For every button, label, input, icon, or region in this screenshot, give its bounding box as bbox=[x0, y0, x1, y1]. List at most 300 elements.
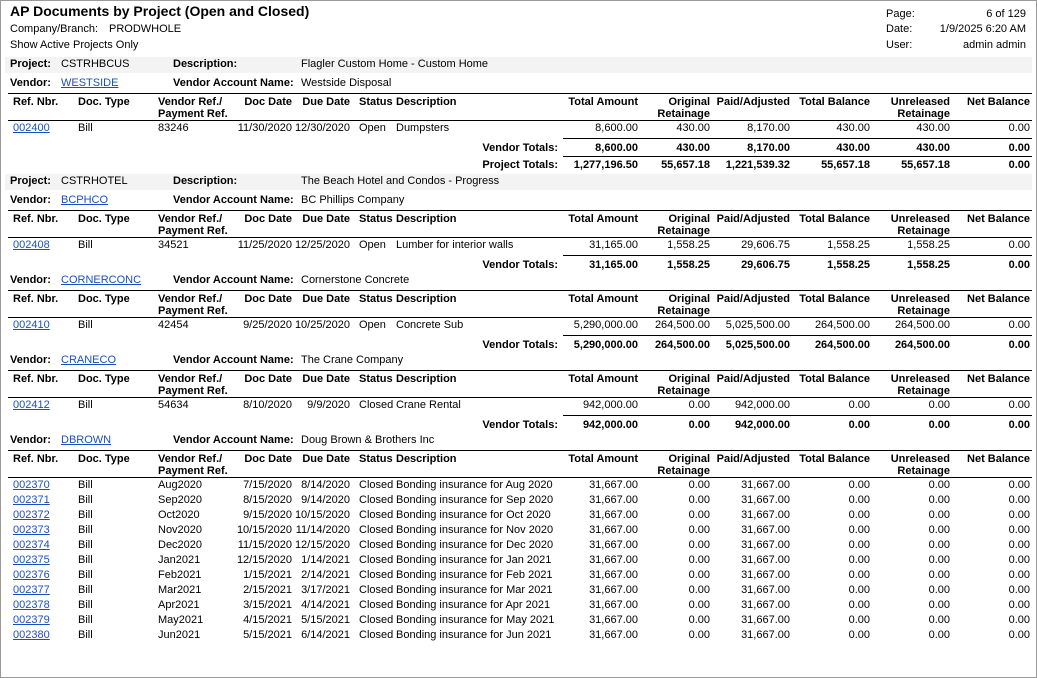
doc-date: 8/10/2020 bbox=[243, 399, 292, 411]
due-date: 4/14/2021 bbox=[301, 599, 350, 611]
doc-status: Closed bbox=[359, 539, 394, 551]
doc-date: 1/15/2021 bbox=[243, 569, 292, 581]
col-header-original: Original bbox=[668, 96, 710, 108]
original-retainage: 1,558.25 bbox=[667, 239, 710, 251]
unreleased-retainage: 0.00 bbox=[928, 629, 950, 641]
doc-status: Closed bbox=[359, 399, 394, 411]
doc-status: Closed bbox=[359, 629, 394, 641]
doc-description: Crane Rental bbox=[396, 399, 461, 411]
net-balance: 0.00 bbox=[1008, 239, 1030, 251]
total-amount: 31,667.00 bbox=[589, 479, 638, 491]
total-amount: 31,667.00 bbox=[589, 539, 638, 551]
paid-adjusted: 5,025,500.00 bbox=[725, 319, 790, 331]
vendor-ref: Aug2020 bbox=[158, 479, 203, 491]
doc-status: Closed bbox=[359, 614, 394, 626]
col-header-doc-type: Doc. Type bbox=[78, 373, 130, 385]
doc-date: 12/15/2020 bbox=[236, 554, 292, 566]
net-balance: 0.00 bbox=[1008, 524, 1030, 536]
paid-adjusted: 31,667.00 bbox=[741, 614, 790, 626]
vendor-total-total-amount: 8,600.00 bbox=[595, 142, 638, 154]
col-header-total-amount: Total Amount bbox=[568, 213, 638, 225]
doc-date: 7/15/2020 bbox=[243, 479, 292, 491]
vendor-total-total-amount: 31,165.00 bbox=[589, 259, 638, 271]
vendor-account-name-label: Vendor Account Name: bbox=[173, 354, 294, 366]
project-total-net-balance: 0.00 bbox=[1008, 159, 1030, 171]
vendor-ref: Feb2021 bbox=[158, 569, 202, 581]
total-balance: 0.00 bbox=[848, 614, 870, 626]
col-header-due-date: Due Date bbox=[302, 453, 350, 465]
net-balance: 0.00 bbox=[1008, 494, 1030, 506]
vendor-total-original-retainage: 1,558.25 bbox=[667, 259, 710, 271]
total-balance: 0.00 bbox=[848, 494, 870, 506]
col-header-status: Status bbox=[359, 373, 393, 385]
project-total-original-retainage: 55,657.18 bbox=[661, 159, 710, 171]
vendor-divider bbox=[8, 93, 1032, 94]
original-retainage: 0.00 bbox=[688, 614, 710, 626]
net-balance: 0.00 bbox=[1008, 629, 1030, 641]
paid-adjusted: 31,667.00 bbox=[741, 599, 790, 611]
total-amount: 31,165.00 bbox=[589, 239, 638, 251]
doc-ref-link[interactable]: 002371 bbox=[13, 494, 50, 506]
col-header-vendor-ref: Vendor Ref./ bbox=[158, 373, 223, 385]
vendor-id-link[interactable]: CRANECO bbox=[61, 354, 117, 366]
project-description: Flagler Custom Home - Custom Home bbox=[301, 58, 489, 70]
total-amount: 31,667.00 bbox=[589, 584, 638, 596]
total-amount: 942,000.00 bbox=[582, 399, 638, 411]
col-header-original-retainage: Retainage bbox=[657, 225, 710, 237]
project-total-total-amount: 1,277,196.50 bbox=[573, 159, 638, 171]
doc-status: Closed bbox=[359, 509, 394, 521]
doc-description: Bonding insurance for Sep 2020 bbox=[396, 494, 554, 506]
col-header-total-amount: Total Amount bbox=[568, 453, 638, 465]
vendor-divider bbox=[8, 450, 1032, 451]
col-header-total-balance: Total Balance bbox=[799, 96, 870, 108]
net-balance: 0.00 bbox=[1008, 599, 1030, 611]
doc-description: Concrete Sub bbox=[396, 319, 464, 331]
vendor-label: Vendor: bbox=[10, 434, 51, 446]
due-date: 2/14/2021 bbox=[301, 569, 350, 581]
doc-ref-link[interactable]: 002412 bbox=[13, 399, 50, 411]
vendor-total-paid-adjusted: 5,025,500.00 bbox=[725, 339, 790, 351]
col-header-original-retainage: Retainage bbox=[657, 385, 710, 397]
paid-adjusted: 31,667.00 bbox=[741, 524, 790, 536]
doc-status: Open bbox=[359, 122, 386, 134]
user-label: User: bbox=[886, 39, 913, 51]
col-header-doc-date: Doc Date bbox=[244, 213, 292, 225]
doc-status: Open bbox=[359, 239, 386, 251]
project-total-total-balance: 55,657.18 bbox=[821, 159, 870, 171]
date-value: 1/9/2025 6:20 AM bbox=[939, 23, 1026, 35]
due-date: 5/15/2021 bbox=[301, 614, 350, 626]
paid-adjusted: 8,170.00 bbox=[747, 122, 790, 134]
col-header-net-balance: Net Balance bbox=[967, 213, 1030, 225]
vendor-ref: Apr2021 bbox=[158, 599, 200, 611]
vendor-total-unreleased-retainage: 264,500.00 bbox=[894, 339, 950, 351]
page-value: 6 of 129 bbox=[986, 8, 1026, 20]
project-header-band bbox=[5, 57, 1032, 73]
total-balance: 0.00 bbox=[848, 569, 870, 581]
project-header-band bbox=[5, 174, 1032, 190]
vendor-total-paid-adjusted: 29,606.75 bbox=[741, 259, 790, 271]
col-header-unreleased-retainage: Retainage bbox=[897, 465, 950, 477]
doc-status: Closed bbox=[359, 599, 394, 611]
vendor-ref: 34521 bbox=[158, 239, 189, 251]
col-header-net-balance: Net Balance bbox=[967, 293, 1030, 305]
due-date: 12/15/2020 bbox=[294, 539, 350, 551]
doc-type: Bill bbox=[78, 399, 93, 411]
doc-type: Bill bbox=[78, 629, 93, 641]
total-balance: 0.00 bbox=[848, 479, 870, 491]
net-balance: 0.00 bbox=[1008, 539, 1030, 551]
col-header-unreleased: Unreleased bbox=[890, 373, 950, 385]
col-header-due-date: Due Date bbox=[302, 373, 350, 385]
unreleased-retainage: 0.00 bbox=[928, 614, 950, 626]
col-header-ref-nbr: Ref. Nbr. bbox=[13, 293, 59, 305]
col-header-payment-ref: Payment Ref. bbox=[158, 385, 228, 397]
col-header-total-amount: Total Amount bbox=[568, 373, 638, 385]
col-header-unreleased: Unreleased bbox=[890, 96, 950, 108]
net-balance: 0.00 bbox=[1008, 319, 1030, 331]
vendor-divider bbox=[8, 210, 1032, 211]
vendor-total-unreleased-retainage: 430.00 bbox=[916, 142, 950, 154]
vendor-total-original-retainage: 264,500.00 bbox=[654, 339, 710, 351]
vendor-ref: 54634 bbox=[158, 399, 189, 411]
vendor-totals-label: Vendor Totals: bbox=[482, 259, 558, 271]
original-retainage: 0.00 bbox=[688, 629, 710, 641]
vendor-account-name-label: Vendor Account Name: bbox=[173, 434, 294, 446]
totals-divider bbox=[563, 415, 1032, 416]
due-date: 12/30/2020 bbox=[294, 122, 350, 134]
doc-description: Dumpsters bbox=[396, 122, 450, 134]
doc-type: Bill bbox=[78, 122, 93, 134]
net-balance: 0.00 bbox=[1008, 569, 1030, 581]
unreleased-retainage: 0.00 bbox=[928, 554, 950, 566]
unreleased-retainage: 0.00 bbox=[928, 539, 950, 551]
doc-type: Bill bbox=[78, 569, 93, 581]
doc-date: 8/15/2020 bbox=[243, 494, 292, 506]
col-header-paid-adjusted: Paid/Adjusted bbox=[716, 453, 790, 465]
col-header-total-balance: Total Balance bbox=[799, 453, 870, 465]
vendor-label: Vendor: bbox=[10, 274, 51, 286]
doc-ref-link[interactable]: 002379 bbox=[13, 614, 50, 626]
due-date: 9/14/2020 bbox=[301, 494, 350, 506]
doc-ref-link[interactable]: 002370 bbox=[13, 479, 50, 491]
vendor-id-link[interactable]: CORNERCONC bbox=[61, 274, 142, 286]
vendor-total-unreleased-retainage: 0.00 bbox=[928, 419, 950, 431]
col-header-paid-adjusted: Paid/Adjusted bbox=[716, 96, 790, 108]
page-label: Page: bbox=[886, 8, 915, 20]
doc-type: Bill bbox=[78, 524, 93, 536]
total-balance: 0.00 bbox=[848, 584, 870, 596]
total-balance: 0.00 bbox=[848, 539, 870, 551]
original-retainage: 264,500.00 bbox=[654, 319, 710, 331]
project-label: Project: bbox=[10, 175, 51, 187]
unreleased-retainage: 0.00 bbox=[928, 494, 950, 506]
original-retainage: 0.00 bbox=[688, 524, 710, 536]
col-header-status: Status bbox=[359, 96, 393, 108]
vendor-id-link[interactable]: BCPHCO bbox=[61, 194, 109, 206]
net-balance: 0.00 bbox=[1008, 584, 1030, 596]
vendor-ref: 83246 bbox=[158, 122, 189, 134]
col-header-unreleased-retainage: Retainage bbox=[897, 108, 950, 120]
unreleased-retainage: 1,558.25 bbox=[907, 239, 950, 251]
project-label: Project: bbox=[10, 58, 51, 70]
total-balance: 0.00 bbox=[848, 554, 870, 566]
paid-adjusted: 31,667.00 bbox=[741, 479, 790, 491]
vendor-total-total-amount: 5,290,000.00 bbox=[573, 339, 638, 351]
col-header-doc-type: Doc. Type bbox=[78, 96, 130, 108]
doc-ref-link[interactable]: 002378 bbox=[13, 599, 50, 611]
col-header-total-amount: Total Amount bbox=[568, 293, 638, 305]
paid-adjusted: 31,667.00 bbox=[741, 554, 790, 566]
paid-adjusted: 31,667.00 bbox=[741, 494, 790, 506]
vendor-ref: May2021 bbox=[158, 614, 204, 626]
doc-date: 10/15/2020 bbox=[236, 524, 292, 536]
total-balance: 0.00 bbox=[848, 509, 870, 521]
unreleased-retainage: 264,500.00 bbox=[894, 319, 950, 331]
paid-adjusted: 942,000.00 bbox=[734, 399, 790, 411]
unreleased-retainage: 0.00 bbox=[928, 569, 950, 581]
col-header-payment-ref: Payment Ref. bbox=[158, 465, 228, 477]
doc-date: 11/30/2020 bbox=[237, 122, 292, 134]
doc-status: Closed bbox=[359, 524, 394, 536]
col-header-due-date: Due Date bbox=[302, 96, 350, 108]
project-totals-label: Project Totals: bbox=[482, 159, 558, 171]
doc-ref-link[interactable]: 002410 bbox=[13, 319, 50, 331]
col-header-original-retainage: Retainage bbox=[657, 305, 710, 317]
due-date: 12/25/2020 bbox=[294, 239, 350, 251]
col-header-net-balance: Net Balance bbox=[967, 96, 1030, 108]
net-balance: 0.00 bbox=[1008, 554, 1030, 566]
project-total-unreleased-retainage: 55,657.18 bbox=[901, 159, 950, 171]
col-header-ref-nbr: Ref. Nbr. bbox=[13, 213, 59, 225]
vendor-total-paid-adjusted: 8,170.00 bbox=[747, 142, 790, 154]
doc-ref-link[interactable]: 002408 bbox=[13, 239, 50, 251]
col-header-original: Original bbox=[668, 373, 710, 385]
col-header-net-balance: Net Balance bbox=[967, 453, 1030, 465]
doc-description: Bonding insurance for Dec 2020 bbox=[396, 539, 554, 551]
col-header-unreleased: Unreleased bbox=[890, 213, 950, 225]
vendor-label: Vendor: bbox=[10, 77, 51, 89]
col-header-payment-ref: Payment Ref. bbox=[158, 108, 228, 120]
vendor-ref: Nov2020 bbox=[158, 524, 203, 536]
vendor-account-name-label: Vendor Account Name: bbox=[173, 77, 294, 89]
doc-ref-link[interactable]: 002372 bbox=[13, 509, 50, 521]
doc-description: Lumber for interior walls bbox=[396, 239, 514, 251]
total-balance: 264,500.00 bbox=[814, 319, 870, 331]
original-retainage: 0.00 bbox=[688, 509, 710, 521]
user-value: admin admin bbox=[963, 39, 1026, 51]
original-retainage: 0.00 bbox=[688, 554, 710, 566]
paid-adjusted: 31,667.00 bbox=[741, 539, 790, 551]
paid-adjusted: 29,606.75 bbox=[741, 239, 790, 251]
project-description-label: Description: bbox=[173, 175, 238, 187]
due-date: 11/14/2020 bbox=[295, 524, 350, 536]
net-balance: 0.00 bbox=[1008, 399, 1030, 411]
total-amount: 31,667.00 bbox=[589, 629, 638, 641]
col-header-status: Status bbox=[359, 293, 393, 305]
doc-ref-link[interactable]: 002374 bbox=[13, 539, 50, 551]
original-retainage: 0.00 bbox=[688, 494, 710, 506]
due-date: 8/14/2020 bbox=[301, 479, 350, 491]
unreleased-retainage: 0.00 bbox=[928, 479, 950, 491]
vendor-account-name-label: Vendor Account Name: bbox=[173, 274, 294, 286]
net-balance: 0.00 bbox=[1008, 479, 1030, 491]
original-retainage: 0.00 bbox=[688, 399, 710, 411]
col-header-doc-type: Doc. Type bbox=[78, 453, 130, 465]
col-header-doc-date: Doc Date bbox=[244, 453, 292, 465]
col-header-original: Original bbox=[668, 213, 710, 225]
vendor-total-net-balance: 0.00 bbox=[1008, 339, 1030, 351]
doc-type: Bill bbox=[78, 599, 93, 611]
column-header-divider bbox=[8, 477, 1032, 478]
col-header-original-retainage: Retainage bbox=[657, 465, 710, 477]
totals-divider bbox=[563, 138, 1032, 139]
vendor-ref: Jun2021 bbox=[158, 629, 201, 641]
total-balance: 0.00 bbox=[848, 599, 870, 611]
vendor-total-total-balance: 264,500.00 bbox=[814, 339, 870, 351]
doc-type: Bill bbox=[78, 614, 93, 626]
vendor-id-link[interactable]: DBROWN bbox=[61, 434, 112, 446]
col-header-paid-adjusted: Paid/Adjusted bbox=[716, 213, 790, 225]
original-retainage: 0.00 bbox=[688, 479, 710, 491]
col-header-vendor-ref: Vendor Ref./ bbox=[158, 213, 223, 225]
vendor-total-total-balance: 1,558.25 bbox=[827, 259, 870, 271]
col-header-ref-nbr: Ref. Nbr. bbox=[13, 373, 59, 385]
total-balance: 430.00 bbox=[836, 122, 870, 134]
doc-type: Bill bbox=[78, 479, 93, 491]
doc-date: 2/15/2021 bbox=[243, 584, 292, 596]
col-header-doc-type: Doc. Type bbox=[78, 293, 130, 305]
project-description: The Beach Hotel and Condos - Progress bbox=[301, 175, 500, 187]
vendor-account-name: Cornerstone Concrete bbox=[301, 274, 410, 286]
report-title: AP Documents by Project (Open and Closed) bbox=[10, 3, 310, 19]
vendor-total-original-retainage: 430.00 bbox=[676, 142, 710, 154]
due-date: 6/14/2021 bbox=[301, 629, 350, 641]
doc-status: Closed bbox=[359, 569, 394, 581]
doc-description: Bonding insurance for Apr 2021 bbox=[396, 599, 551, 611]
total-amount: 31,667.00 bbox=[589, 509, 638, 521]
doc-type: Bill bbox=[78, 319, 93, 331]
unreleased-retainage: 0.00 bbox=[928, 524, 950, 536]
paid-adjusted: 31,667.00 bbox=[741, 509, 790, 521]
col-header-doc-type: Doc. Type bbox=[78, 213, 130, 225]
col-header-original: Original bbox=[668, 293, 710, 305]
vendor-divider bbox=[8, 370, 1032, 371]
original-retainage: 0.00 bbox=[688, 584, 710, 596]
vendor-divider bbox=[8, 290, 1032, 291]
total-amount: 8,600.00 bbox=[595, 122, 638, 134]
paid-adjusted: 31,667.00 bbox=[741, 584, 790, 596]
vendor-total-unreleased-retainage: 1,558.25 bbox=[907, 259, 950, 271]
net-balance: 0.00 bbox=[1008, 614, 1030, 626]
project-id: CSTRHOTEL bbox=[61, 175, 128, 187]
col-header-description: Description bbox=[396, 293, 457, 305]
col-header-original-retainage: Retainage bbox=[657, 108, 710, 120]
col-header-total-balance: Total Balance bbox=[799, 373, 870, 385]
unreleased-retainage: 430.00 bbox=[916, 122, 950, 134]
total-balance: 0.00 bbox=[848, 399, 870, 411]
doc-date: 5/15/2021 bbox=[243, 629, 292, 641]
doc-ref-link[interactable]: 002380 bbox=[13, 629, 50, 641]
vendor-account-name: Doug Brown & Brothers Inc bbox=[301, 434, 435, 446]
doc-ref-link[interactable]: 002373 bbox=[13, 524, 50, 536]
vendor-id-link[interactable]: WESTSIDE bbox=[61, 77, 119, 89]
vendor-totals-label: Vendor Totals: bbox=[482, 339, 558, 351]
doc-ref-link[interactable]: 002400 bbox=[13, 122, 50, 134]
company-value: PRODWHOLE bbox=[109, 23, 182, 35]
col-header-description: Description bbox=[396, 213, 457, 225]
total-balance: 0.00 bbox=[848, 524, 870, 536]
col-header-payment-ref: Payment Ref. bbox=[158, 225, 228, 237]
col-header-payment-ref: Payment Ref. bbox=[158, 305, 228, 317]
vendor-label: Vendor: bbox=[10, 194, 51, 206]
col-header-total-amount: Total Amount bbox=[568, 96, 638, 108]
doc-ref-link[interactable]: 002377 bbox=[13, 584, 50, 596]
doc-status: Closed bbox=[359, 479, 394, 491]
vendor-total-net-balance: 0.00 bbox=[1008, 259, 1030, 271]
col-header-unreleased-retainage: Retainage bbox=[897, 305, 950, 317]
total-balance: 1,558.25 bbox=[827, 239, 870, 251]
doc-description: Bonding insurance for Mar 2021 bbox=[396, 584, 553, 596]
col-header-due-date: Due Date bbox=[302, 293, 350, 305]
net-balance: 0.00 bbox=[1008, 509, 1030, 521]
vendor-account-name-label: Vendor Account Name: bbox=[173, 194, 294, 206]
doc-date: 4/15/2021 bbox=[243, 614, 292, 626]
filter-text: Show Active Projects Only bbox=[10, 39, 139, 51]
doc-status: Open bbox=[359, 319, 386, 331]
due-date: 3/17/2021 bbox=[301, 584, 350, 596]
doc-date: 3/15/2021 bbox=[243, 599, 292, 611]
original-retainage: 0.00 bbox=[688, 569, 710, 581]
col-header-original: Original bbox=[668, 453, 710, 465]
vendor-totals-label: Vendor Totals: bbox=[482, 419, 558, 431]
vendor-ref: Jan2021 bbox=[158, 554, 201, 566]
vendor-ref: Sep2020 bbox=[158, 494, 203, 506]
total-amount: 31,667.00 bbox=[589, 599, 638, 611]
col-header-doc-date: Doc Date bbox=[244, 293, 292, 305]
col-header-unreleased-retainage: Retainage bbox=[897, 225, 950, 237]
total-amount: 31,667.00 bbox=[589, 554, 638, 566]
project-total-paid-adjusted: 1,221,539.32 bbox=[725, 159, 790, 171]
col-header-due-date: Due Date bbox=[302, 213, 350, 225]
col-header-paid-adjusted: Paid/Adjusted bbox=[716, 373, 790, 385]
total-amount: 31,667.00 bbox=[589, 569, 638, 581]
column-header-divider bbox=[8, 397, 1032, 398]
col-header-ref-nbr: Ref. Nbr. bbox=[13, 96, 59, 108]
doc-date: 9/15/2020 bbox=[243, 509, 292, 521]
vendor-ref: 42454 bbox=[158, 319, 189, 331]
vendor-total-total-balance: 430.00 bbox=[836, 142, 870, 154]
due-date: 9/9/2020 bbox=[307, 399, 350, 411]
doc-ref-link[interactable]: 002375 bbox=[13, 554, 50, 566]
unreleased-retainage: 0.00 bbox=[928, 599, 950, 611]
col-header-ref-nbr: Ref. Nbr. bbox=[13, 453, 59, 465]
totals-divider bbox=[563, 335, 1032, 336]
vendor-account-name: BC Phillips Company bbox=[301, 194, 405, 206]
date-label: Date: bbox=[886, 23, 913, 35]
doc-description: Bonding insurance for Oct 2020 bbox=[396, 509, 551, 521]
doc-ref-link[interactable]: 002376 bbox=[13, 569, 50, 581]
vendor-total-paid-adjusted: 942,000.00 bbox=[734, 419, 790, 431]
column-header-divider bbox=[8, 237, 1032, 238]
total-balance: 0.00 bbox=[848, 629, 870, 641]
vendor-total-original-retainage: 0.00 bbox=[688, 419, 710, 431]
project-id: CSTRHBCUS bbox=[61, 58, 130, 70]
col-header-doc-date: Doc Date bbox=[244, 96, 292, 108]
column-header-divider bbox=[8, 120, 1032, 121]
vendor-total-total-amount: 942,000.00 bbox=[582, 419, 638, 431]
